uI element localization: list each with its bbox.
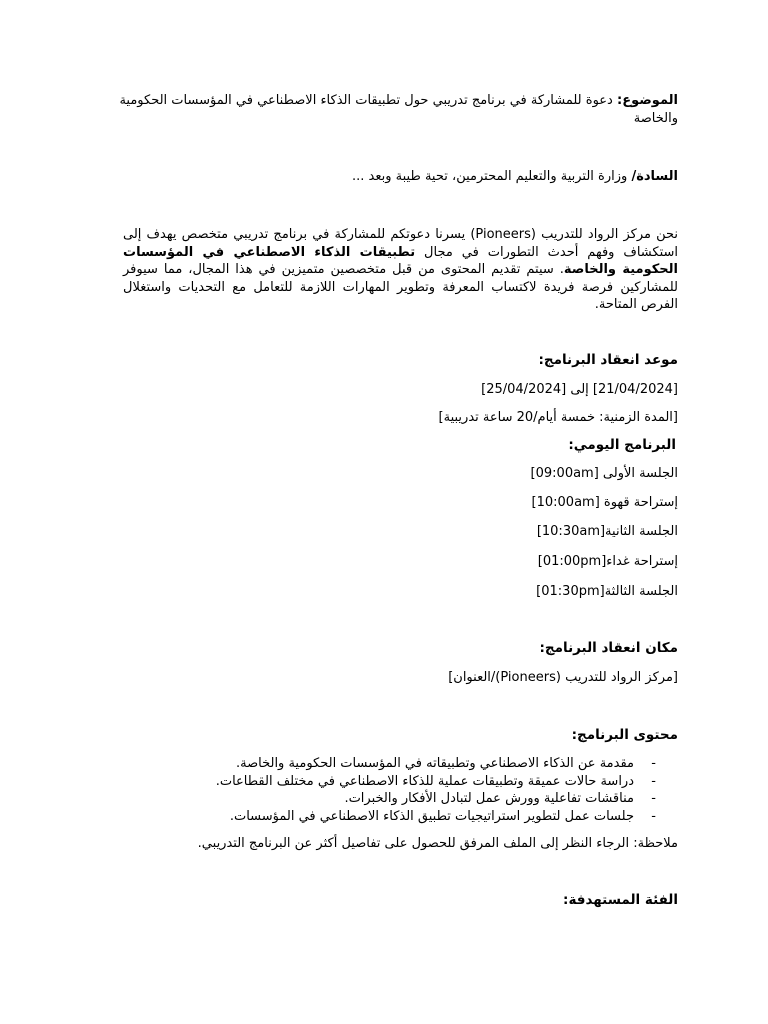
list-item (216, 755, 678, 773)
bullet-dash: - (651, 773, 656, 789)
schedule-heading: موعد انعقاد البرنامج: (538, 352, 678, 368)
audience-heading: الفئة المستهدفة: (563, 892, 678, 908)
session-item: إستراحة غداء[01:00pm] (537, 554, 678, 569)
session-item: الجلسة الثانية[10:30am] (536, 524, 678, 539)
list-item (216, 808, 678, 826)
attachment-note: ملاحظة: الرجاء النظر إلى الملف المرفق للحصول على تفاصيل أكثر عن البرنامج التدريبي. (197, 836, 678, 851)
content-heading: محتوى البرنامج: (571, 727, 678, 743)
schedule-duration: [المدة الزمنية: خمسة أيام/20 ساعة تدريبية] (438, 410, 678, 425)
session-item: إستراحة قهوة [10:00am] (531, 495, 678, 510)
subject-label: الموضوع: (617, 93, 678, 108)
list-item-text: دراسة حالات عميقة وتطبيقات عملية للذكاء الاصطناعي في مختلف القطاعات. (215, 773, 634, 789)
schedule-dates: [21/04/2024] إلى [25/04/2024] (481, 382, 678, 397)
list-item-text: مقدمة عن الذكاء الاصطناعي وتطبيقاته في المؤسسات الحكومية والخاصة. (235, 756, 634, 771)
bullet-dash: - (651, 756, 656, 771)
venue-text: [مركز الرواد للتدريب (Pioneers)/العنوان] (448, 670, 678, 685)
intro-paragraph (123, 226, 678, 314)
content-list (216, 755, 678, 825)
list-item (216, 773, 678, 791)
bullet-dash: - (651, 808, 656, 824)
list-item-text: مناقشات تفاعلية وورش عمل لتبادل الأفكار والخبرات. (344, 791, 634, 806)
bullet-dash: - (651, 791, 656, 806)
intro-part-1: نحن مركز الرواد للتدريب (Pioneers) يسرنا دعوتكم للمشاركة في برنامج تدريبي متخصص يهدف إلى استكشاف وفهم أحدث التطورات في مجال (123, 227, 679, 260)
venue-heading: مكان انعقاد البرنامج: (539, 640, 678, 656)
subject-line (88, 92, 678, 127)
daily-program-heading: البرنامج اليومي: (568, 437, 676, 453)
session-item: الجلسة الثالثة[01:30pm] (536, 584, 678, 599)
subject-text: دعوة للمشاركة في برنامج تدريبي حول تطبيقات الذكاء الاصطناعي في المؤسسات الحكومية والخاصة (119, 93, 678, 126)
intro-part-2: . سيتم تقديم المحتوى من قبل متخصصين متميزين في هذا المجال، مما سيوفر للمشاركين فرصة فريدة لاكتساب المعرفة وتطوير المهارات اللازمة للتعامل مع التحديات واستغلال الفرص المتاحة. (123, 262, 678, 312)
list-item (216, 790, 678, 808)
greeting-text: وزارة التربية والتعليم المحترمين، تحية طيبة وبعد ... (352, 169, 628, 184)
session-item: الجلسة الأولى [09:00am] (530, 466, 678, 481)
greeting-label: السادة/ (631, 169, 678, 184)
intro-bold-topic: تطبيقات الذكاء الاصطناعي في المؤسسات الحكومية والخاصة (123, 244, 678, 277)
list-item-text: جلسات عمل لتطوير استراتيجيات تطبيق الذكاء الاصطناعي في المؤسسات. (229, 808, 634, 824)
greeting-line (352, 168, 678, 186)
